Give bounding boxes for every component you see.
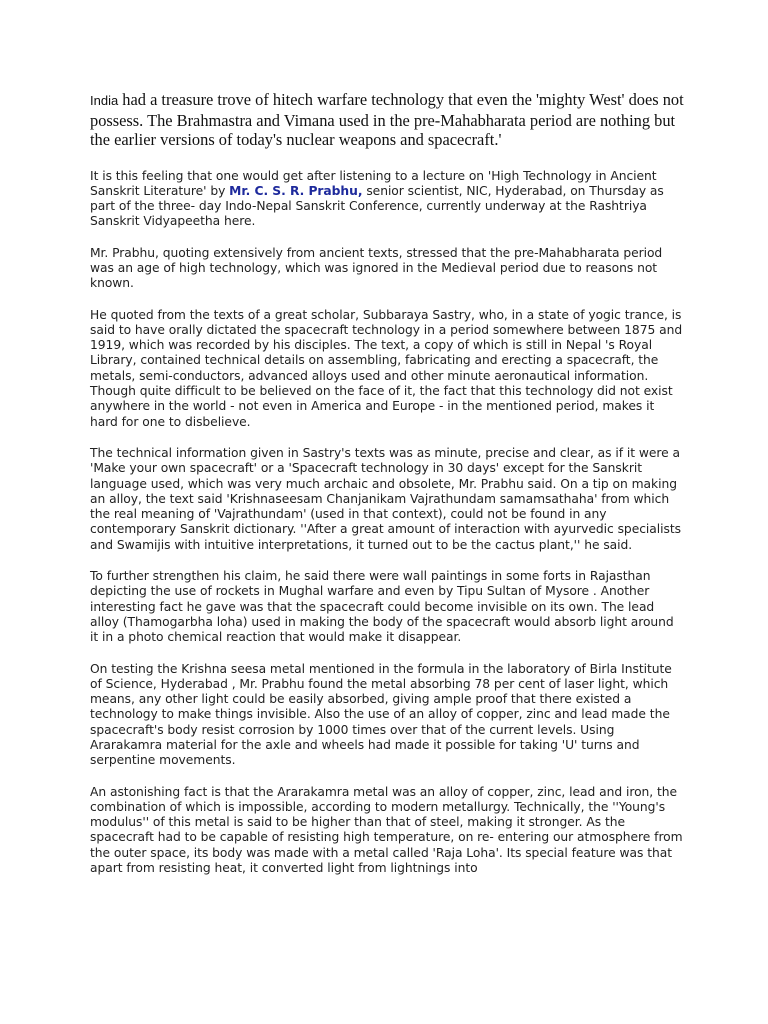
paragraph-3: He quoted from the texts of a great scholar, Subbaraya Sastry, who, in a state of yogic trance, is said to have orally dictated the spacecraft technology in a period somewhere between 1875 and 1919, which was recorded by his disciples. The text, a copy of which is still in Nepal 's Royal Library, contained technical details on assembling, fabricating and erecting a spacecraft, the metals, semi-conductors, advanced alloys used and other minute aeronautical information. Though quite difficult to be believed on the face of it, the fact that this technology did not exist anywhere in the world - not even in America and Europe - in the mentioned period, makes it hard for one to disbelieve. xyxy=(90,307,683,429)
article-body xyxy=(90,90,684,892)
paragraph-7: An astonishing fact is that the Ararakamra metal was an alloy of copper, zinc, lead and iron, the combination of which is impossible, according to modern metallurgy. Technically, the ''Young's modulus'' of this metal is said to be higher than that of steel, making it stronger. As the spacecraft had to be capable of resisting high temperature, on re- entering our atmosphere from the outer space, its body was made with a metal called 'Raja Loha'. Its special feature was that apart from resisting heat, it converted light from lightnings into xyxy=(90,784,683,876)
paragraph-4: The technical information given in Sastry's texts was as minute, precise and clear, as if it were a 'Make your own spacecraft' or a 'Spacecraft technology in 30 days' except for the Sanskrit language used, which was very much archaic and obsolete, Mr. Prabhu said. On a tip on making an alloy, the text said 'Krishnaseesam Chanjanikam Vajrathundam samamsathaha' from which the real meaning of 'Vajrathundam' (used in that context), could not be found in any contemporary Sanskrit dictionary. ''After a great amount of interaction with ayurvedic specialists and Swamijis with intuitive interpretations, it turned out to be the cactus plant,'' he said. xyxy=(90,445,681,552)
speaker-name: Mr. C. S. R. Prabhu, xyxy=(229,183,363,198)
lead-paragraph xyxy=(90,90,684,150)
lead-text: had a treasure trove of hitech warfare technology that even the 'mighty West' does not possess. The Brahmastra and Vimana used in the pre-Mahabharata period are nothing but the earlier versions of today's nuclear weapons and spacecraft.' xyxy=(90,90,684,149)
paragraph-6: On testing the Krishna seesa metal mentioned in the formula in the laboratory of Birla Institute of Science, Hyderabad , Mr. Prabhu found the metal absorbing 78 per cent of laser light, which means, any other light could be easily absorbed, giving ample proof that there existed a technology to make things invisible. Also the use of an alloy of copper, zinc and lead made the spacecraft's body resist corrosion by 1000 times over that of the current levels. Using Ararakamra material for the axle and wheels had made it possible for taking 'U' turns and serpentine movements. xyxy=(90,661,672,768)
paragraph-2: Mr. Prabhu, quoting extensively from ancient texts, stressed that the pre-Mahabharata period was an age of high technology, which was ignored in the Medieval period due to reasons not known. xyxy=(90,245,663,291)
intro-text-before: It is this feeling that one would get after listening to a lecture on 'High Technology in Ancient Sanskrit Literature' by xyxy=(90,168,657,198)
lead-first-word: India xyxy=(90,93,119,108)
paragraph-intro xyxy=(90,169,684,230)
intro-text-after: senior scientist, NIC, Hyderabad, on Thursday as part of the three- day Indo-Nepal Sanskrit Conference, currently underway at the Rashtriya Sanskrit Vidyapeetha here. xyxy=(90,183,664,229)
paragraph-5: To further strengthen his claim, he said there were wall paintings in some forts in Rajasthan depicting the use of rockets in Mughal warfare and even by Tipu Sultan of Mysore . Another interesting fact he gave was that the spacecraft could become invisible on its own. The lead alloy (Thamogarbha loha) used in making the body of the spacecraft would absorb light around it in a photo chemical reaction that would make it disappear. xyxy=(90,569,674,645)
